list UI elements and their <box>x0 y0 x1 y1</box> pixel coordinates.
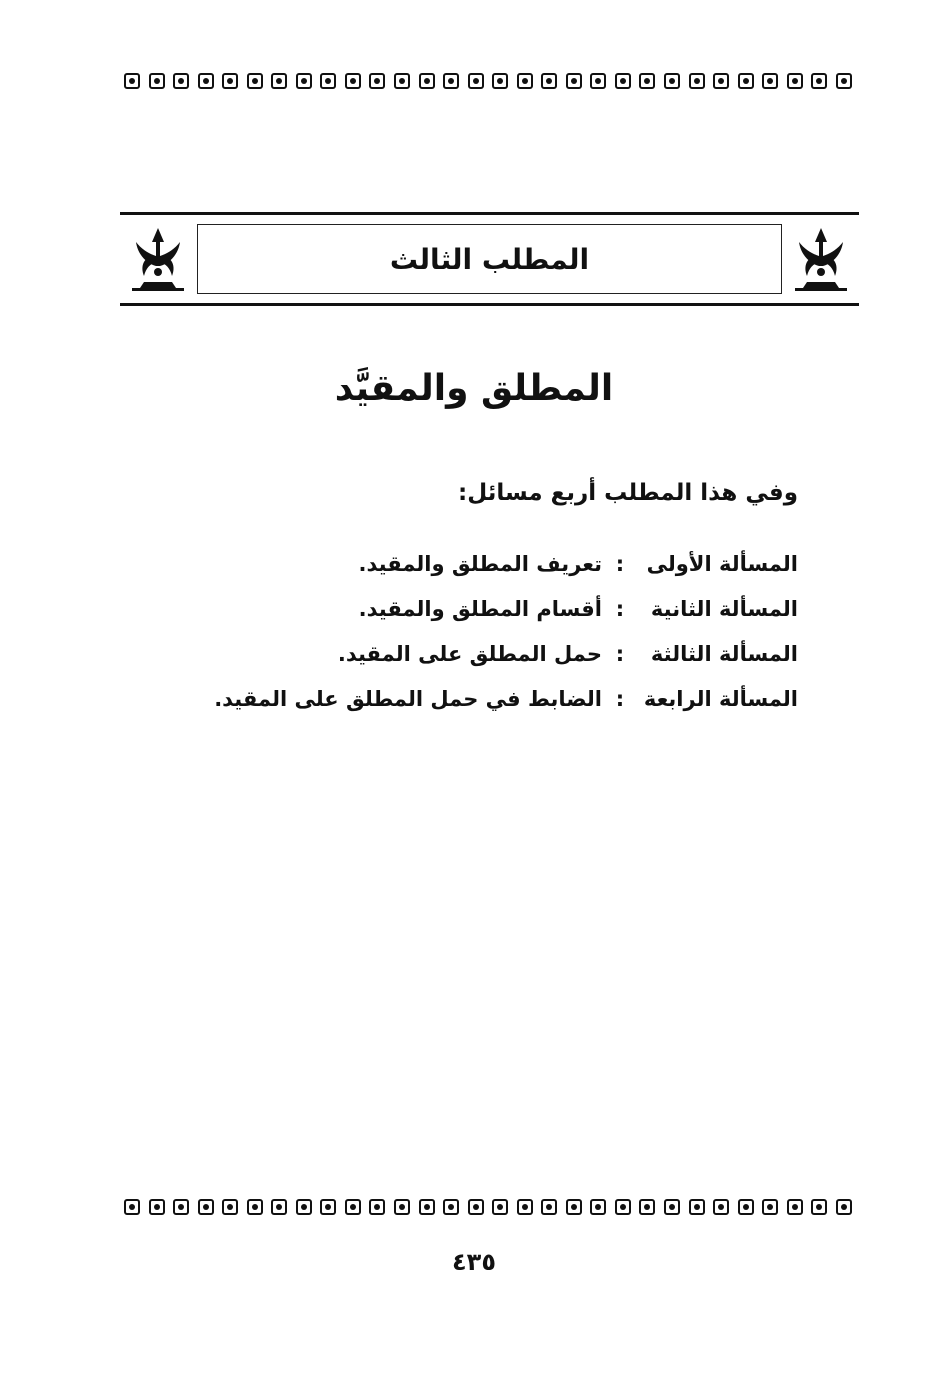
ornament-box-icon <box>762 1199 778 1215</box>
ornament-box-icon <box>492 73 508 89</box>
issue-label: المسألة الثالثة <box>650 642 798 666</box>
ornament-box-icon <box>615 73 631 89</box>
ornament-box-icon <box>689 73 705 89</box>
ornament-box-icon <box>247 1199 263 1215</box>
list-item <box>158 687 798 732</box>
bottom-ornament-border <box>124 1199 852 1215</box>
ornament-box-icon <box>369 73 385 89</box>
ornament-box-icon <box>468 73 484 89</box>
ornament-box-icon <box>590 73 606 89</box>
ornament-box-icon <box>320 1199 336 1215</box>
ornament-box-icon <box>345 1199 361 1215</box>
ornament-box-icon <box>198 73 214 89</box>
ornament-box-icon <box>173 73 189 89</box>
ornament-box-icon <box>468 1199 484 1215</box>
ornament-box-icon <box>320 73 336 89</box>
ornament-box-icon <box>713 1199 729 1215</box>
issue-separator: : <box>615 687 625 711</box>
ornament-box-icon <box>517 1199 533 1215</box>
issue-text: تعريف المطلق والمقيد. <box>358 552 602 576</box>
ornament-box-icon <box>149 73 165 89</box>
page-number: ٤٣٥ <box>452 1248 496 1276</box>
ornament-box-icon <box>271 73 287 89</box>
ornament-box-icon <box>443 73 459 89</box>
issue-label: المسألة الأولى <box>646 552 798 576</box>
ornament-box-icon <box>811 1199 827 1215</box>
ornament-box-icon <box>394 73 410 89</box>
ornament-box-icon <box>149 1199 165 1215</box>
list-item <box>158 597 798 642</box>
ornament-box-icon <box>566 73 582 89</box>
section-banner <box>120 212 859 306</box>
banner-top-rule <box>120 212 859 215</box>
ornament-box-icon <box>296 1199 312 1215</box>
ornament-box-icon <box>517 73 533 89</box>
issue-label: المسألة الرابعة <box>643 687 798 711</box>
ornament-box-icon <box>492 1199 508 1215</box>
ornament-box-icon <box>738 1199 754 1215</box>
ornament-box-icon <box>836 1199 852 1215</box>
ornament-box-icon <box>222 1199 238 1215</box>
ornament-box-icon <box>247 73 263 89</box>
fleur-de-lis-icon <box>793 226 849 292</box>
ornament-box-icon <box>713 73 729 89</box>
ornament-box-icon <box>639 73 655 89</box>
issue-separator: : <box>615 552 625 576</box>
ornament-box-icon <box>639 1199 655 1215</box>
list-item <box>158 642 798 687</box>
ornament-box-icon <box>664 73 680 89</box>
issue-text: حمل المطلق على المقيد. <box>337 642 602 666</box>
ornament-box-icon <box>296 73 312 89</box>
issue-separator: : <box>615 642 625 666</box>
ornament-box-icon <box>836 73 852 89</box>
ornament-box-icon <box>566 1199 582 1215</box>
banner-bottom-rule <box>120 303 859 306</box>
ornament-box-icon <box>541 73 557 89</box>
page-title: المطلق والمقيَّد <box>334 368 614 409</box>
ornament-box-icon <box>222 73 238 89</box>
issues-list <box>158 552 798 732</box>
ornament-box-icon <box>787 1199 803 1215</box>
issue-label: المسألة الثانية <box>650 597 798 621</box>
ornament-box-icon <box>394 1199 410 1215</box>
ornament-box-icon <box>590 1199 606 1215</box>
ornament-box-icon <box>664 1199 680 1215</box>
ornament-box-icon <box>419 1199 435 1215</box>
ornament-box-icon <box>811 73 827 89</box>
top-ornament-border <box>124 73 852 89</box>
ornament-box-icon <box>787 73 803 89</box>
issue-separator: : <box>615 597 625 621</box>
ornament-box-icon <box>271 1199 287 1215</box>
section-heading: المطلب الثالث <box>389 242 590 276</box>
list-item <box>158 552 798 597</box>
ornament-box-icon <box>198 1199 214 1215</box>
issue-text: الضابط في حمل المطلق على المقيد. <box>214 687 602 711</box>
banner-frame <box>197 224 782 294</box>
ornament-box-icon <box>173 1199 189 1215</box>
fleur-de-lis-icon <box>130 226 186 292</box>
ornament-box-icon <box>738 73 754 89</box>
ornament-box-icon <box>369 1199 385 1215</box>
ornament-box-icon <box>689 1199 705 1215</box>
ornament-box-icon <box>762 73 778 89</box>
ornament-box-icon <box>419 73 435 89</box>
intro-text: وفي هذا المطلب أربع مسائل: <box>458 480 798 506</box>
ornament-box-icon <box>541 1199 557 1215</box>
ornament-box-icon <box>615 1199 631 1215</box>
ornament-box-icon <box>124 73 140 89</box>
issue-text: أقسام المطلق والمقيد. <box>358 597 602 621</box>
ornament-box-icon <box>345 73 361 89</box>
ornament-box-icon <box>443 1199 459 1215</box>
ornament-box-icon <box>124 1199 140 1215</box>
